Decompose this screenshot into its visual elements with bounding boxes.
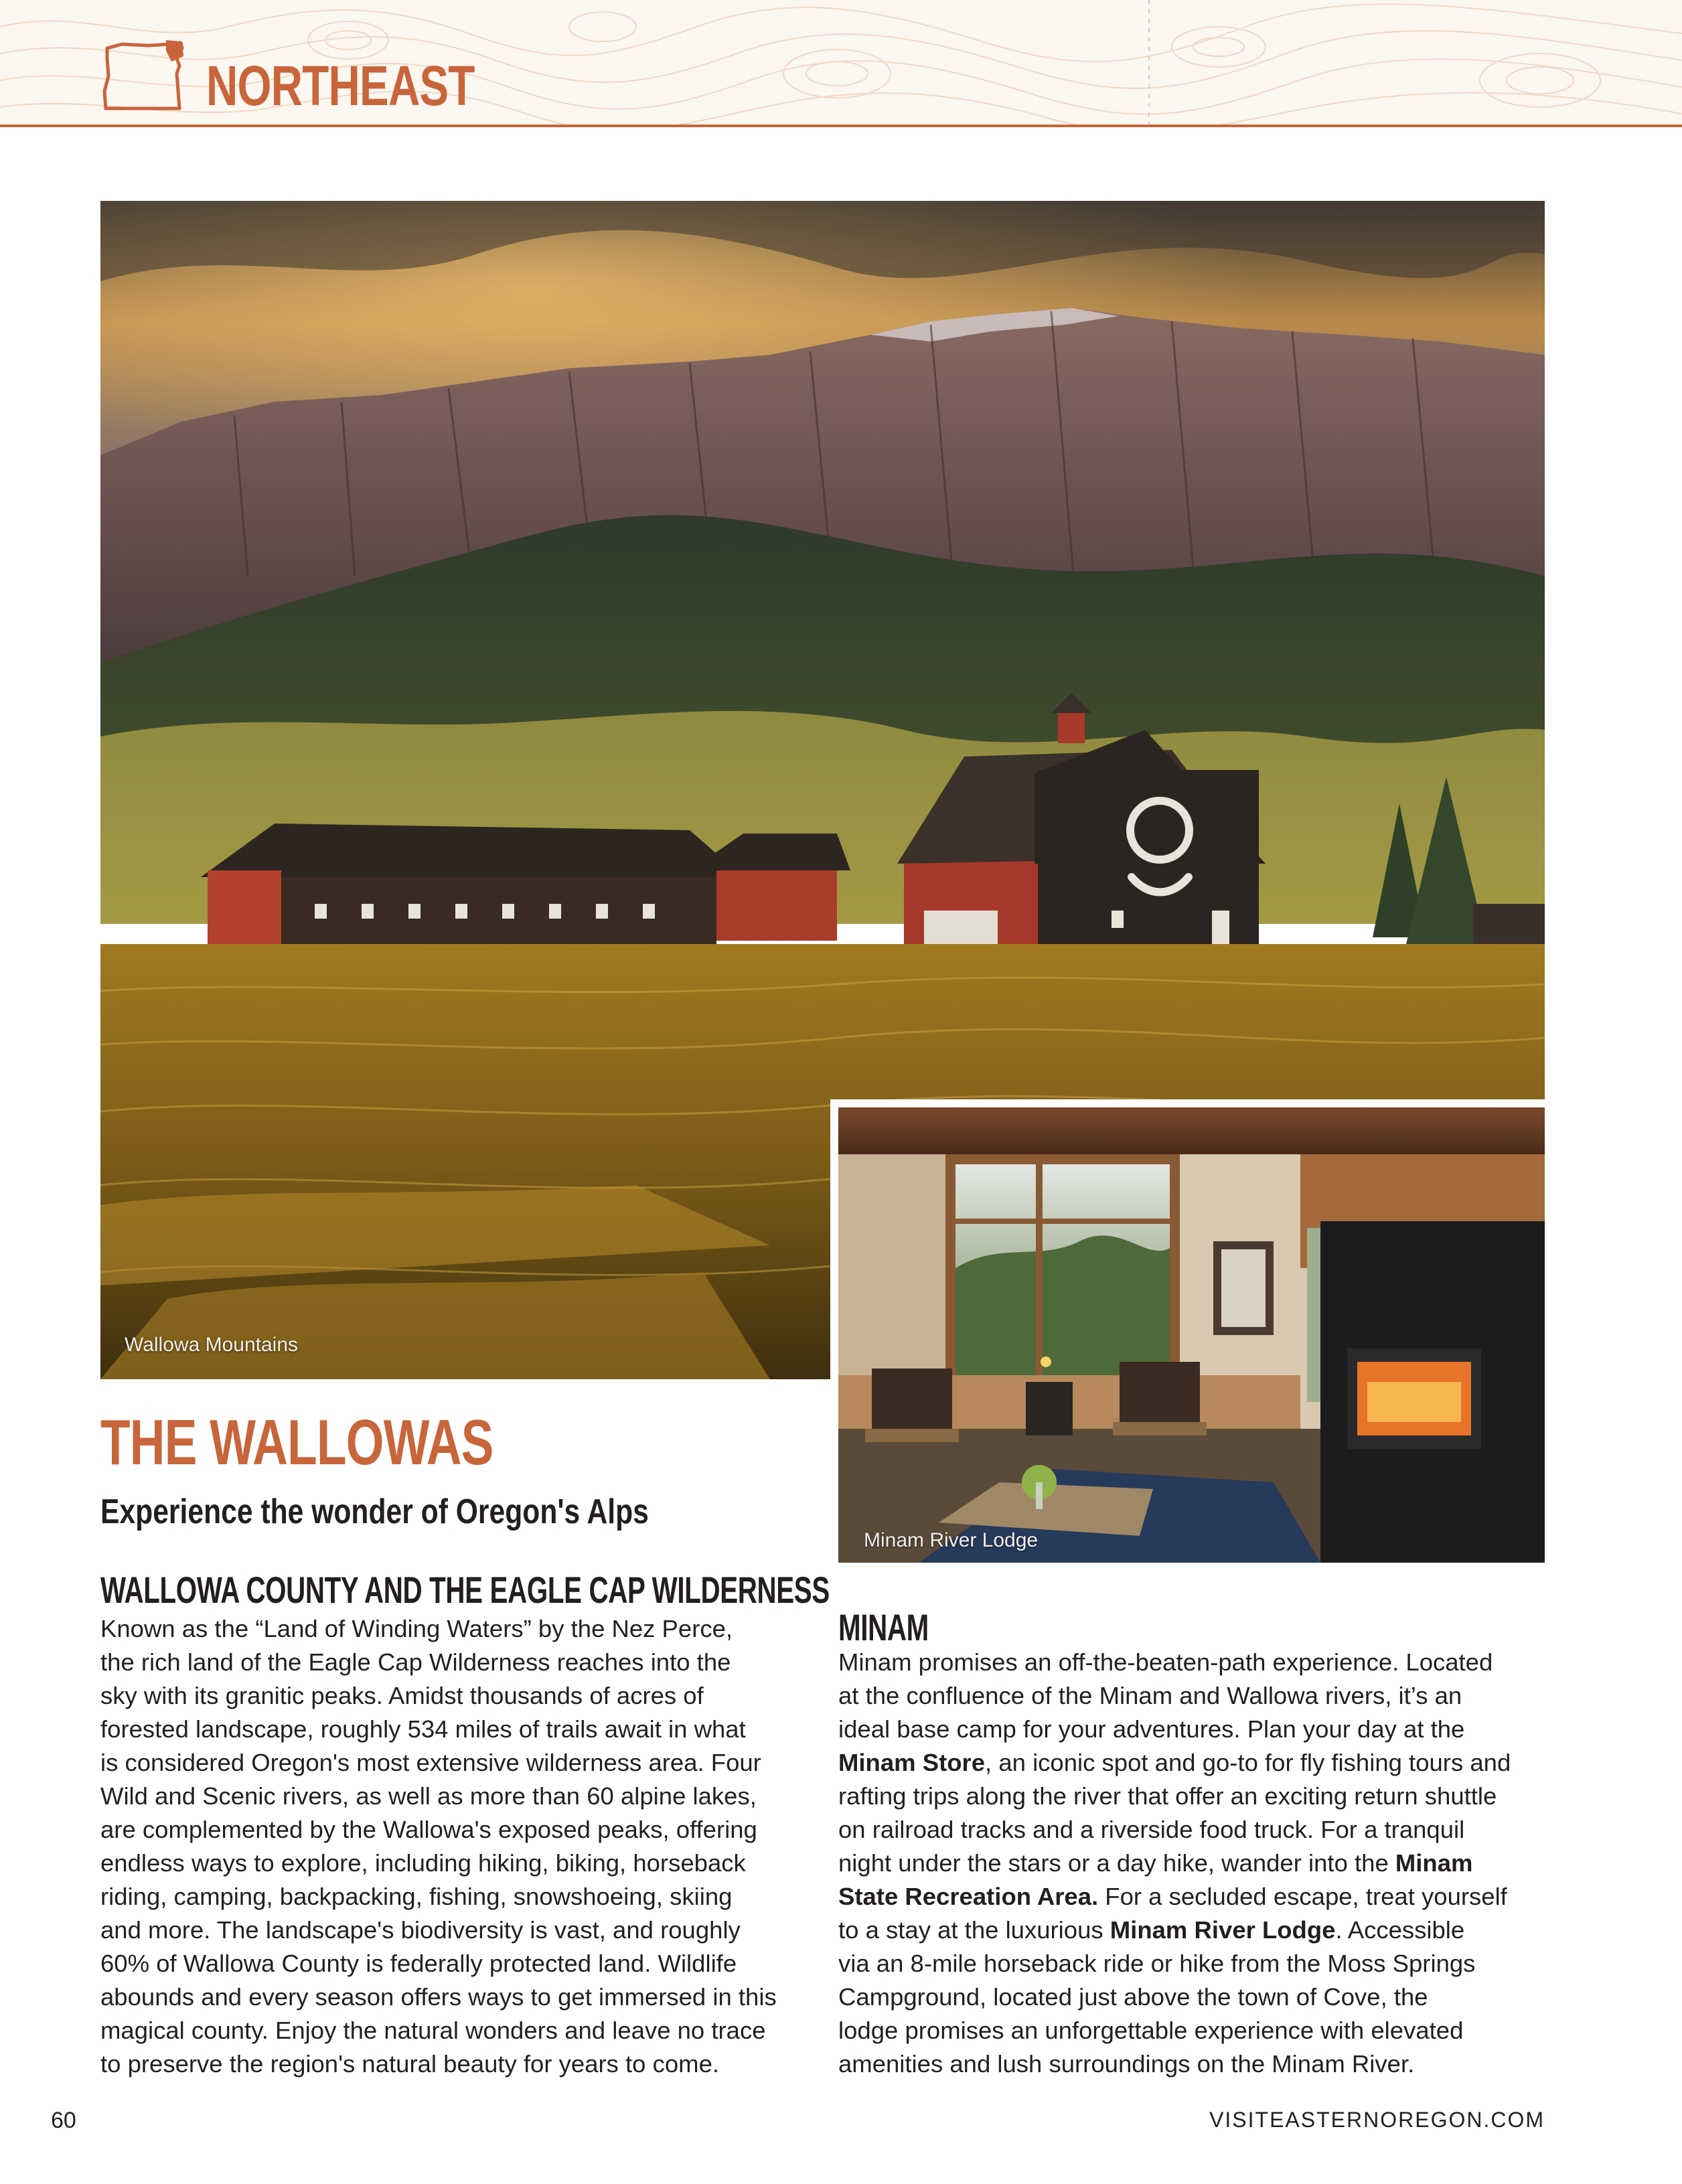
body-line: the rich land of the Eagle Cap Wilderness reaches into the xyxy=(100,1648,731,1676)
body-line: Wild and Scenic rivers, as well as more than 60 alpine lakes, xyxy=(100,1782,757,1810)
body-line: Known as the “Land of Winding Waters” by the Nez Perce, xyxy=(100,1615,733,1642)
body-line xyxy=(838,1646,1548,1679)
minam-river-lodge-image xyxy=(838,1107,1545,1563)
section-body-minam xyxy=(838,1646,1548,2081)
body-line: riding, camping, backpacking, fishing, snowshoeing, skiing xyxy=(100,1883,733,1910)
body-line xyxy=(838,2014,1548,2047)
body-line: and more. The landscape's biodiversity is vast, and roughly xyxy=(100,1916,741,1944)
body-text-segment: , an iconic spot and go-to for fly fishing tours and xyxy=(985,1749,1511,1776)
body-text-segment: lodge promises an unforgettable experience with elevated xyxy=(838,2017,1464,2044)
body-line xyxy=(838,1880,1548,1914)
inset-photo xyxy=(830,1099,1550,1566)
body-text-segment: amenities and lush surroundings on the Minam River. xyxy=(838,2050,1415,2078)
body-line: endless ways to explore, including hiking, biking, horseback xyxy=(100,1849,746,1877)
body-text-segment: For a secluded escape, treat yourself xyxy=(1098,1883,1507,1910)
inset-caption: Minam River Lodge xyxy=(864,1529,1039,1551)
body-text-segment: night under the stars or a day hike, wander into the xyxy=(838,1849,1395,1877)
body-text-segment: Minam promises an off-the-beaten-path experience. Located xyxy=(838,1648,1493,1676)
body-text-segment: . Accessible xyxy=(1335,1916,1465,1944)
body-text-segment: Campground, located just above the town of Cove, the xyxy=(838,1983,1428,2011)
body-line xyxy=(838,1980,1548,2014)
minam-recreation-area-name: State Recreation Area. xyxy=(838,1883,1099,1910)
oregon-state-icon xyxy=(102,39,192,114)
body-line xyxy=(838,1746,1548,1780)
body-line xyxy=(838,1780,1548,1813)
body-line xyxy=(838,1847,1548,1880)
body-line: to preserve the region's natural beauty for years to come. xyxy=(100,2050,720,2078)
section-label: NORTHEAST xyxy=(206,54,475,117)
body-line xyxy=(838,1914,1548,1947)
section-heading-wallowa-county: WALLOWA COUNTY AND THE EAGLE CAP WILDERNESS xyxy=(100,1569,830,1611)
body-line xyxy=(838,2047,1548,2081)
body-text-segment: to a stay at the luxurious xyxy=(838,1916,1110,1944)
body-text-segment: on railroad tracks and a riverside food truck. For a tranquil xyxy=(838,1816,1465,1843)
article-subtitle: Experience the wonder of Oregon's Alps xyxy=(100,1492,649,1531)
page-number: 60 xyxy=(51,2108,76,2133)
section-heading-minam: MINAM xyxy=(838,1606,929,1648)
body-line xyxy=(838,1713,1548,1746)
body-line: magical county. Enjoy the natural wonders and leave no trace xyxy=(100,2017,766,2044)
body-text-segment: ideal base camp for your adventures. Plan your day at the xyxy=(838,1715,1465,1743)
body-text-segment: via an 8-mile horseback ride or hike from the Moss Springs xyxy=(838,1950,1476,1977)
body-line: abounds and every season offers ways to get immersed in this xyxy=(100,1983,777,2011)
minam-recreation-area-name: Minam xyxy=(1395,1849,1473,1877)
body-text-segment: rafting trips along the river that offer an exciting return shuttle xyxy=(838,1782,1497,1810)
header-divider xyxy=(0,125,1682,127)
body-line: forested landscape, roughly 534 miles of trails await in what xyxy=(100,1715,746,1743)
body-line xyxy=(838,1947,1548,1980)
section-header xyxy=(0,0,1682,126)
body-line: are complemented by the Wallowa's exposed peaks, offering xyxy=(100,1816,757,1843)
body-line: sky with its granitic peaks. Amidst thousands of acres of xyxy=(100,1682,704,1709)
minam-store-name: Minam Store xyxy=(838,1749,986,1776)
hero-caption: Wallowa Mountains xyxy=(125,1334,298,1356)
site-url: VISITEASTERNOREGON.COM xyxy=(1209,2108,1545,2132)
body-line xyxy=(838,1679,1548,1713)
section-body-wallowa-county xyxy=(100,1612,797,2081)
article-title: THE WALLOWAS xyxy=(100,1407,493,1478)
body-line: is considered Oregon's most extensive wilderness area. Four xyxy=(100,1749,761,1776)
body-line xyxy=(838,1813,1548,1847)
minam-river-lodge-name: Minam River Lodge xyxy=(1110,1916,1336,1944)
body-line: 60% of Wallowa County is federally protected land. Wildlife xyxy=(100,1950,737,1977)
body-text-segment: at the confluence of the Minam and Wallowa rivers, it’s an xyxy=(838,1682,1462,1709)
